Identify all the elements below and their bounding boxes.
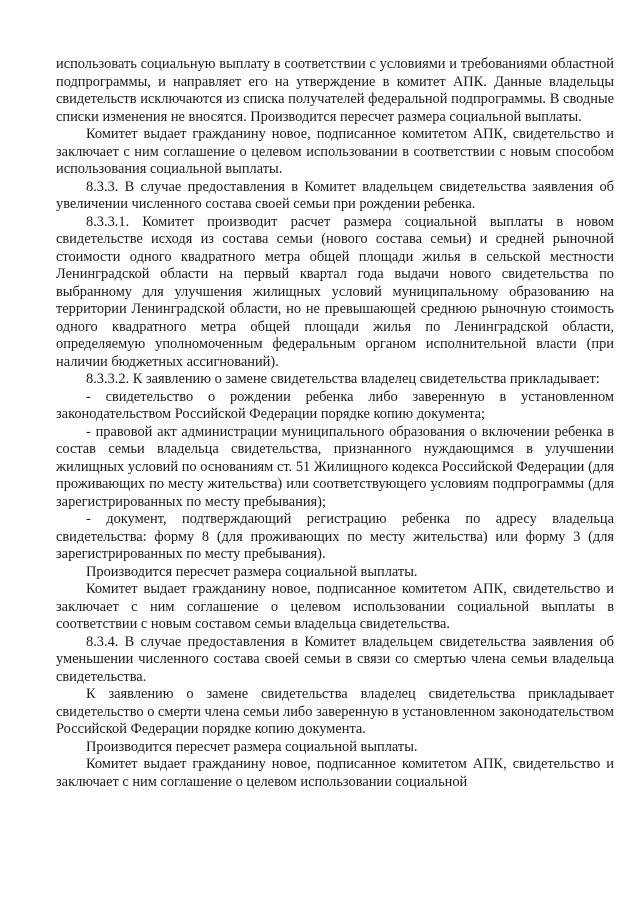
paragraph-new-certificate-final: Комитет выдает гражданину новое, подписанное комитетом АПК, свидетельство и заключает с ним соглашение о целевом использовании социальной (56, 756, 614, 790)
paragraph-recalculation: Производится пересчет размера социальной выплаты. (86, 563, 418, 580)
paragraph-recalculation-2: Производится пересчет размера социальной выплаты. (86, 738, 418, 755)
paragraph-new-certificate-family: Комитет выдает гражданину новое, подписанное комитетом АПК, свидетельство и заключает с ним соглашение о целевом использовании социальной выплаты в соответствии с новым составом семьи владельца свидетельства. (56, 581, 614, 632)
paragraph-8-3-4: 8.3.4. В случае предоставления в Комитет владельцем свидетельства заявления об уменьшении численного состава своей семьи в связи со смертью члена семьи владельца свидетельства. (56, 633, 614, 685)
list-item-legal-act: - правовой акт администрации муниципального образования о включении ребенка в состав семьи владельца свидетельства, признанного нуждающимся в улучшении жилищных условий по основаниям ст. 51 Жилищного кодекса Российской Федерации (для проживающих по месту жительства) или соответствующего условиям подпрограммы (для зарегистрированных по месту пребывания); (56, 423, 614, 510)
paragraph-8-3-3: 8.3.3. В случае предоставления в Комитет владельцем свидетельства заявления об увеличении численного состава своей семьи при рождении ребенка. (56, 178, 614, 212)
paragraph-8-3-3-2: 8.3.3.2. К заявлению о замене свидетельства владелец свидетельства прикладывает: (86, 371, 600, 387)
paragraph-continuation: использовать социальную выплату в соответствии с условиями и требованиями областной подпрограммы, и направляет его на утверждение в комитет АПК. Данные владельцы свидетельств исключаются из списка получателей федеральной подпрограммы. В сводные списки изменения не вносятся. Производится пересчет размера социальной выплаты. (56, 56, 614, 125)
list-item-birth-certificate: - свидетельство о рождении ребенка либо заверенную в установленном законодательством Российской Федерации порядке копию документа; (56, 388, 614, 422)
list-item-registration-document: - документ, подтверждающий регистрацию ребенка по адресу владельца свидетельства: форму 8 (для проживающих по месту жительства) или форму 3 (для зарегистрированных по месту пребывания). (56, 511, 614, 562)
paragraph-new-certificate: Комитет выдает гражданину новое, подписанное комитетом АПК, свидетельство и заключает с ним соглашение о целевом использовании в соответствии с новым способом использования социальной выплаты. (56, 126, 614, 177)
paragraph-death-certificate: К заявлению о замене свидетельства владелец свидетельства прикладывает свидетельство о смерти члена семьи либо заверенную в установленном законодательством Российской Федерации порядке копию документа. (56, 686, 614, 737)
paragraph-8-3-3-1: 8.3.3.1. Комитет производит расчет размера социальной выплаты в новом свидетельстве исходя из состава семьи (нового состава семьи) и средней рыночной стоимости одного квадратного метра общей площади жилья в сельской местности Ленинградской области на первый квартал года выдачи нового свидетельства по выбранному для улучшения жилищных условий муниципальному образованию на территории Ленинградской области, но не превышающей среднюю рыночную стоимость одного квадратного метра общей площади жилья по Ленинградской области, определяемую уполномоченным федеральным органом исполнительной власти (при наличии бюджетных ассигнований). (56, 213, 614, 370)
